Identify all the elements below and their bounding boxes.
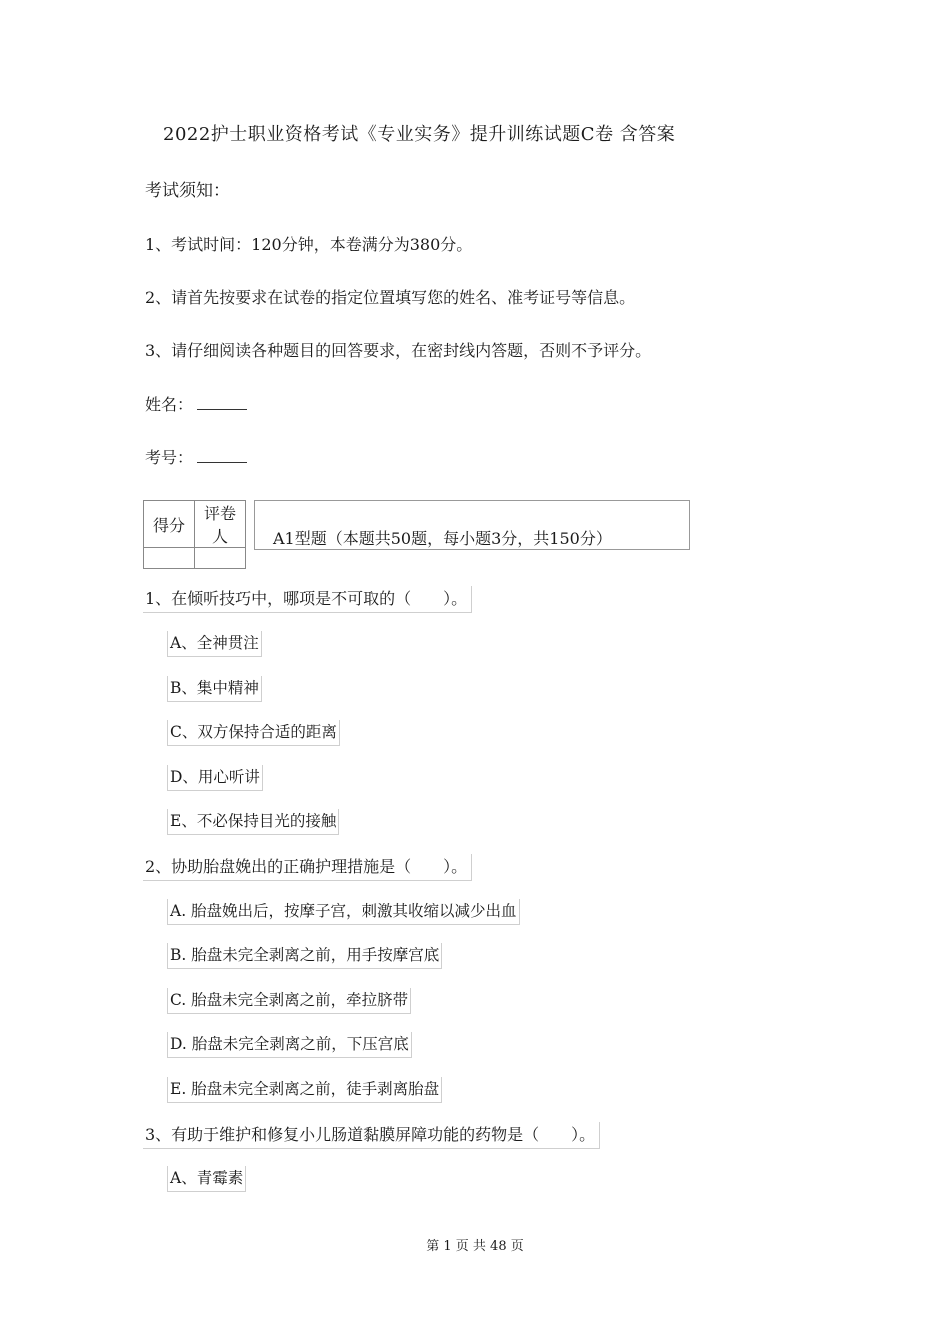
question-1: 1、在倾听技巧中，哪项是不可取的（ ）。	[143, 586, 472, 613]
question-3-option-a: A、青霉素	[167, 1166, 246, 1192]
question-2-option-c: C. 胎盘未完全剥离之前，牵拉脐带	[167, 988, 411, 1014]
exam-id-label: 考号：	[145, 448, 194, 467]
exam-id-blank[interactable]	[197, 448, 247, 463]
score-cell[interactable]	[144, 548, 195, 569]
section-title: A1型题（本题共50题，每小题3分，共150分）	[273, 529, 612, 548]
question-1-option-a: A、全神贯注	[167, 631, 262, 657]
grader-header: 评卷人	[195, 501, 246, 548]
document-title: 2022护士职业资格考试《专业实务》提升训练试题C卷 含答案	[163, 124, 676, 145]
question-2-option-b: B. 胎盘未完全剥离之前，用手按摩宫底	[167, 943, 442, 969]
question-2-option-e: E. 胎盘未完全剥离之前，徒手剥离胎盘	[167, 1077, 442, 1103]
question-1-option-b: B、集中精神	[167, 676, 262, 702]
question-1-option-c: C、双方保持合适的距离	[167, 720, 340, 746]
question-2-option-d: D. 胎盘未完全剥离之前，下压宫底	[167, 1032, 412, 1058]
question-2: 2、协助胎盘娩出的正确护理措施是（ ）。	[143, 854, 472, 881]
score-table	[143, 500, 246, 569]
notice-item: 1、考试时间：120分钟，本卷满分为380分。	[145, 235, 473, 254]
page-footer: 第 1 页 共 48 页	[426, 1239, 524, 1254]
score-header: 得分	[144, 501, 195, 548]
name-field	[145, 392, 247, 415]
section-header-box	[254, 500, 690, 550]
notice-item: 3、请仔细阅读各种题目的回答要求，在密封线内答题，否则不予评分。	[145, 341, 652, 360]
question-3: 3、有助于维护和修复小儿肠道黏膜屏障功能的药物是（ ）。	[143, 1122, 600, 1149]
question-1-option-e: E、不必保持目光的接触	[167, 809, 339, 835]
exam-id-field	[145, 445, 247, 468]
notice-heading: 考试须知：	[145, 181, 230, 201]
question-2-option-a: A. 胎盘娩出后，按摩子宫，刺激其收缩以减少出血	[167, 899, 520, 925]
notice-item: 2、请首先按要求在试卷的指定位置填写您的姓名、准考证号等信息。	[145, 288, 636, 307]
name-blank[interactable]	[197, 395, 247, 410]
grader-cell[interactable]	[195, 548, 246, 569]
name-label: 姓名：	[145, 395, 194, 414]
question-1-option-d: D、用心听讲	[167, 765, 263, 791]
